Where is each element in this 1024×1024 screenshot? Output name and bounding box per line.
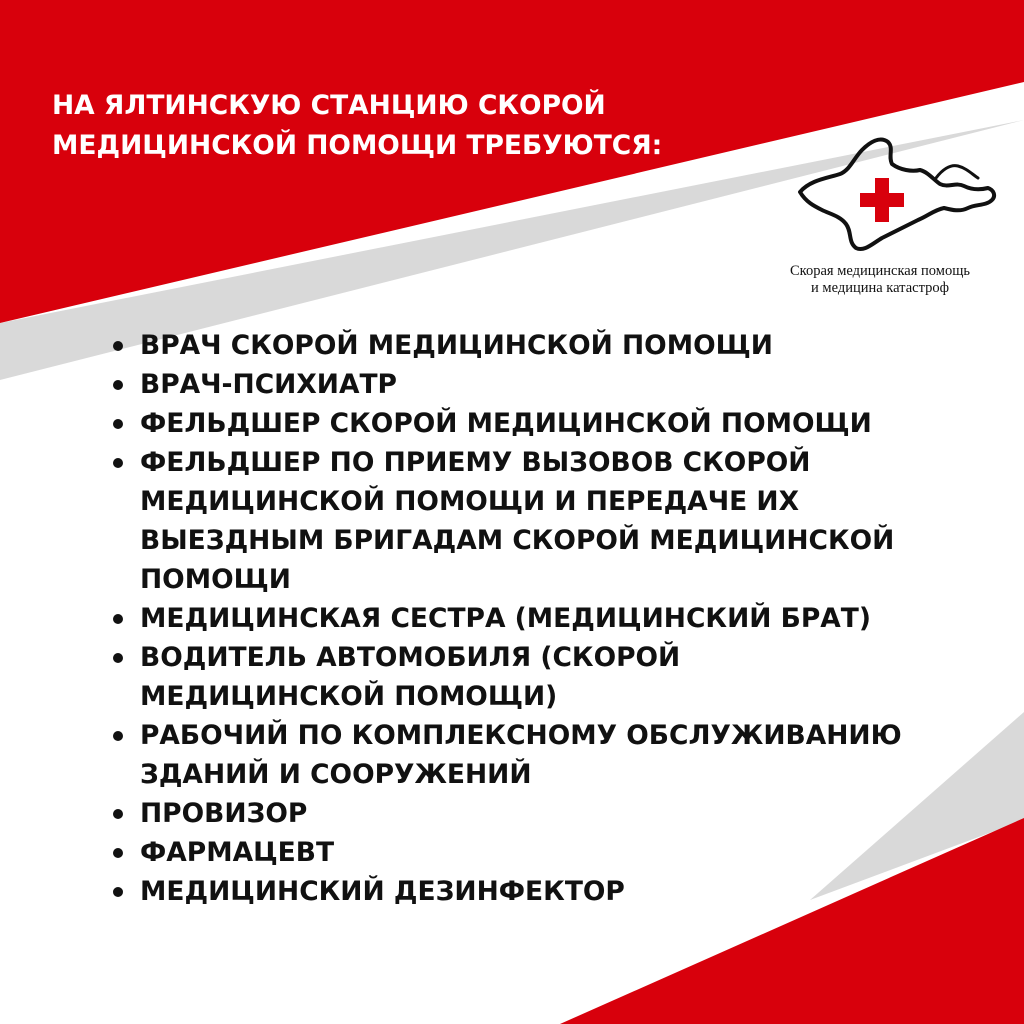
list-item-line: РАБОЧИЙ ПО КОМПЛЕКСНОМУ ОБСЛУЖИВАНИЮ: [140, 720, 902, 751]
list-item: [110, 443, 990, 599]
bullet-icon: [113, 848, 123, 858]
list-item-line: ВРАЧ-ПСИХИАТР: [140, 369, 397, 400]
list-item-line: ФЕЛЬДШЕР ПО ПРИЕМУ ВЫЗОВОВ СКОРОЙ: [140, 447, 811, 478]
bullet-icon: [113, 614, 123, 624]
list-item: [110, 872, 990, 911]
bullet-icon: [113, 809, 123, 819]
title-line: НА ЯЛТИНСКУЮ СТАНЦИЮ СКОРОЙ: [52, 90, 606, 121]
list-item: [110, 638, 990, 716]
list-item-line: ПРОВИЗОР: [140, 798, 308, 829]
list-item: [110, 716, 990, 794]
logo-caption-line: и медицина катастроф: [811, 280, 949, 296]
list-item-line: ФЕЛЬДШЕР СКОРОЙ МЕДИЦИНСКОЙ ПОМОЩИ: [140, 408, 872, 439]
list-item-line: ПОМОЩИ: [140, 564, 291, 595]
list-item-line: ЗДАНИЙ И СООРУЖЕНИЙ: [140, 759, 532, 790]
list-item-line: ВЫЕЗДНЫМ БРИГАДАМ СКОРОЙ МЕДИЦИНСКОЙ: [140, 525, 895, 556]
crimea-map-red-cross-icon: [788, 130, 998, 260]
title-line: МЕДИЦИНСКОЙ ПОМОЩИ ТРЕБУЮТСЯ:: [52, 130, 663, 161]
red-cross-icon: [860, 178, 904, 222]
list-item-line: МЕДИЦИНСКОЙ ПОМОЩИ И ПЕРЕДАЧЕ ИХ: [140, 486, 800, 517]
bullet-icon: [113, 419, 123, 429]
bullet-icon: [113, 458, 123, 468]
bullet-icon: [113, 731, 123, 741]
list-item-line: ВОДИТЕЛЬ АВТОМОБИЛЯ (СКОРОЙ: [140, 642, 681, 673]
page-title: [52, 86, 672, 166]
list-item-line: МЕДИЦИНСКАЯ СЕСТРА (МЕДИЦИНСКИЙ БРАТ): [140, 603, 871, 634]
list-item: [110, 599, 990, 638]
list-item-line: МЕДИЦИНСКОЙ ПОМОЩИ): [140, 681, 558, 712]
list-item-line: МЕДИЦИНСКИЙ ДЕЗИНФЕКТОР: [140, 876, 625, 907]
logo-caption-line: Скорая медицинская помощь: [790, 263, 970, 279]
vacancy-list: [110, 326, 990, 911]
list-item: [110, 404, 990, 443]
logo-caption: [780, 263, 980, 297]
list-item: [110, 833, 990, 872]
list-item: [110, 365, 990, 404]
list-item-line: ВРАЧ СКОРОЙ МЕДИЦИНСКОЙ ПОМОЩИ: [140, 330, 773, 361]
bullet-icon: [113, 653, 123, 663]
list-item: [110, 326, 990, 365]
list-item: [110, 794, 990, 833]
list-item-line: ФАРМАЦЕВТ: [140, 837, 335, 868]
bullet-icon: [113, 341, 123, 351]
bullet-icon: [113, 380, 123, 390]
bullet-icon: [113, 887, 123, 897]
organization-logo: [780, 130, 1010, 310]
